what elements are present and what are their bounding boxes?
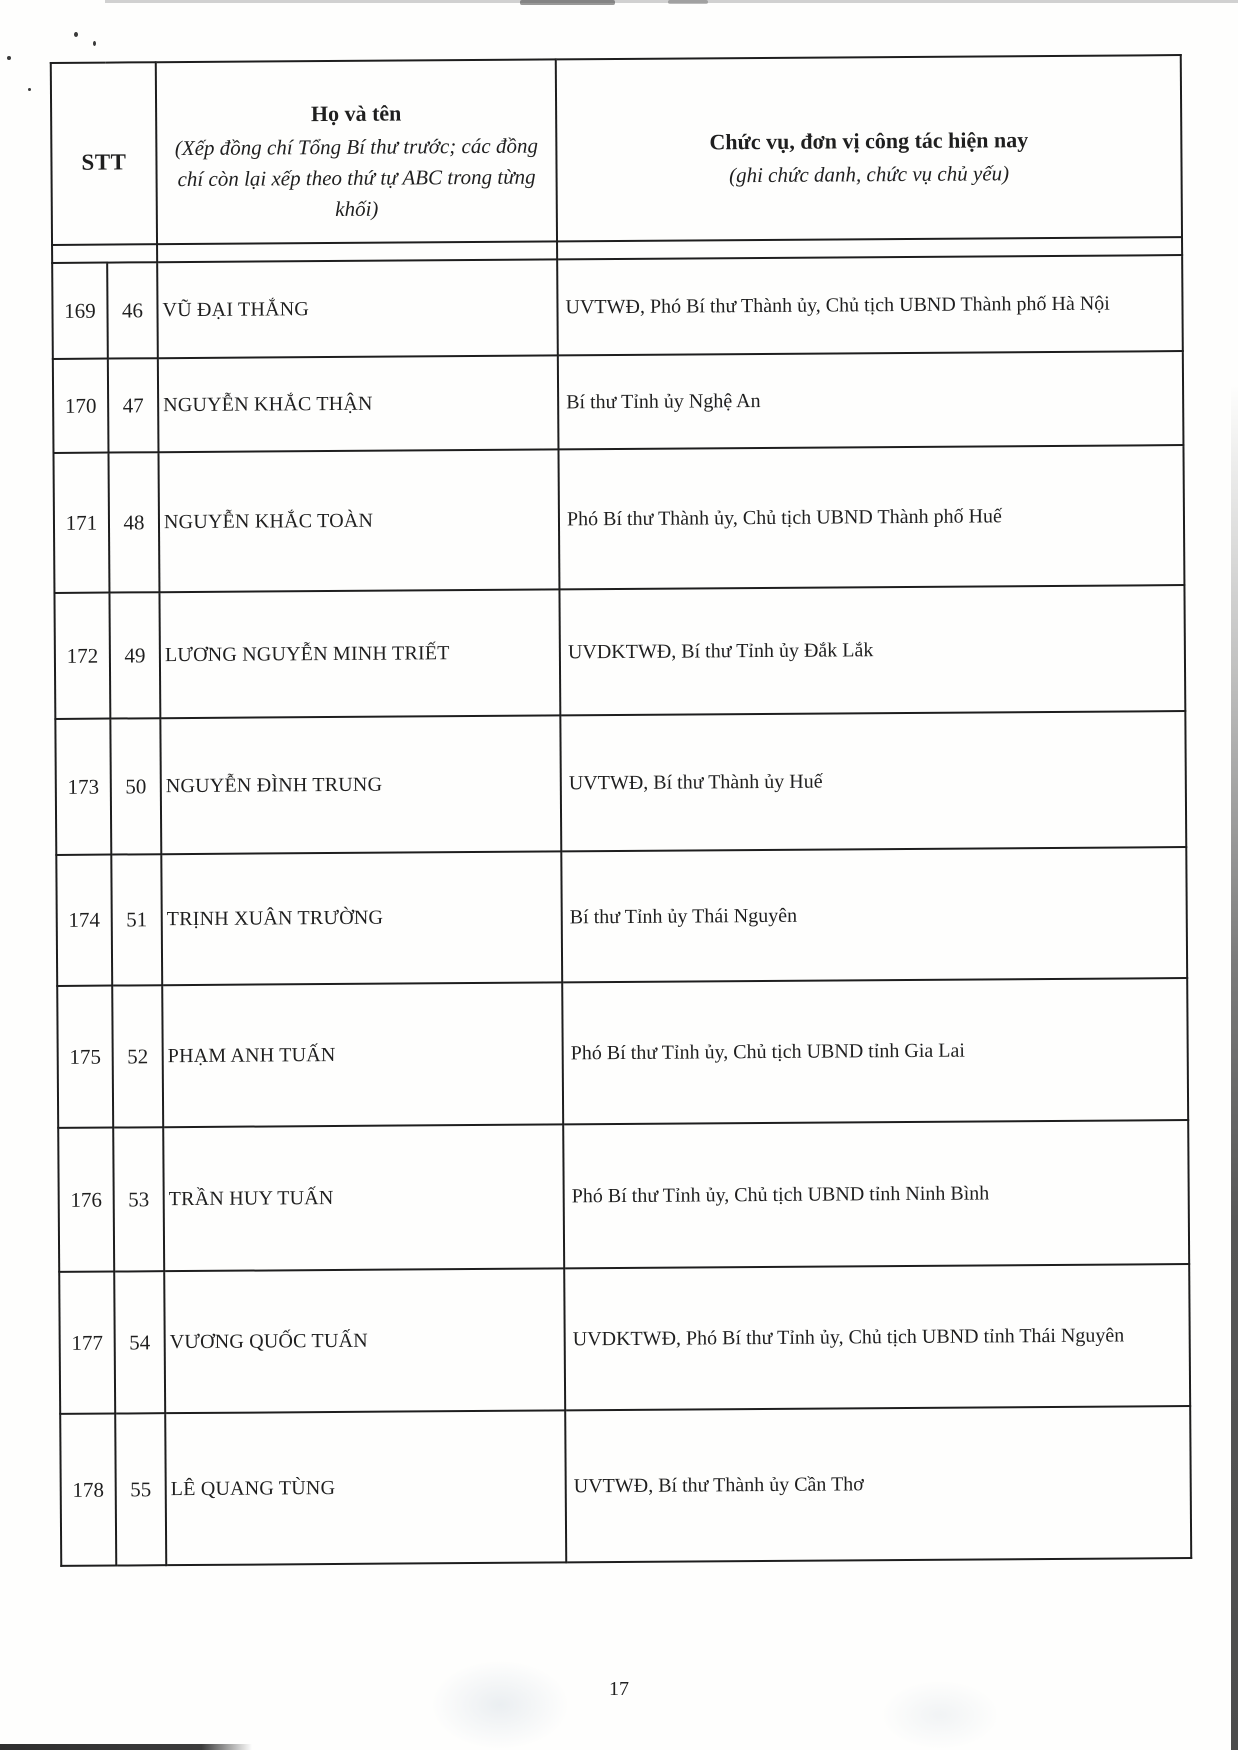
scan-edge-mark [520,0,615,5]
row-position: Bí thư Tỉnh ủy Thái Nguyên [561,847,1187,982]
table-row [53,351,1184,453]
table-row [52,255,1183,359]
row-block-number: 55 [115,1413,166,1565]
position-header-title: Chức vụ, đơn vị công tác hiện nay [709,126,1029,154]
row-block-number: 52 [112,985,163,1127]
row-full-name: PHẠM ANH TUẤN [162,982,563,1127]
row-position: Phó Bí thư Tỉnh ủy, Chủ tịch UBND tỉnh Gia Lai [562,978,1188,1124]
row-stt-number: 172 [54,593,110,719]
row-stt-number: 170 [53,359,109,453]
row-position: UVDKTWĐ, Phó Bí thư Tỉnh ủy, Chủ tịch UBND tỉnh Thái Nguyên [564,1264,1190,1410]
row-stt-number: 177 [59,1272,115,1414]
row-block-number: 54 [114,1271,165,1413]
row-position: UVTWĐ, Phó Bí thư Thành ủy, Chủ tịch UBND Thành phố Hà Nội [557,255,1183,355]
scan-smudge [430,1660,570,1750]
row-position: Phó Bí thư Thành ủy, Chủ tịch UBND Thành phố Huế [558,445,1184,589]
page-number: 17 [609,1678,629,1700]
row-full-name: TRỊNH XUÂN TRƯỜNG [161,851,562,985]
row-stt-number: 171 [53,453,109,593]
row-block-number: 53 [113,1127,164,1271]
scan-speck [7,56,11,60]
scan-edge-mark [668,0,708,4]
row-block-number: 51 [111,854,162,985]
row-position: Phó Bí thư Tỉnh ủy, Chủ tịch UBND tỉnh Ninh Bình [563,1120,1189,1268]
row-position: UVDKTWĐ, Bí thư Tỉnh ủy Đắk Lắk [559,585,1185,715]
row-stt-number: 173 [55,719,111,855]
row-full-name: NGUYỄN KHẮC TOÀN [159,449,560,592]
col-header-stt: STT [51,62,157,263]
col-header-position [556,55,1182,259]
row-full-name: TRẦN HUY TUẤN [163,1124,564,1271]
row-full-name: LƯƠNG NGUYỄN MINH TRIẾT [159,589,560,718]
row-position: UVTWĐ, Bí thư Thành ủy Cần Thơ [565,1406,1191,1562]
table-row [59,1264,1190,1414]
row-stt-number: 175 [57,986,113,1128]
row-stt-number: 174 [56,855,112,986]
row-full-name: LÊ QUANG TÙNG [165,1410,566,1565]
col-header-name [156,59,557,262]
row-block-number: 46 [107,262,158,358]
name-header-title: Họ và tên [310,100,402,126]
table-row [58,1120,1189,1272]
table-row [55,711,1186,855]
officials-table [50,54,1190,1567]
row-full-name: NGUYỄN ĐÌNH TRUNG [160,715,561,854]
table-header-row [51,55,1182,263]
row-position: Bí thư Tỉnh ủy Nghệ An [558,351,1184,449]
position-header-subtitle: (ghi chức danh, chức vụ chủ yếu) [728,160,1010,187]
table-row [53,445,1184,593]
row-block-number: 48 [108,452,159,592]
row-block-number: 47 [108,358,159,452]
scan-edge-shadow [1231,0,1238,1750]
row-full-name: VƯƠNG QUỐC TUẤN [164,1268,565,1413]
row-block-number: 50 [110,718,161,854]
row-stt-number: 178 [60,1414,116,1566]
table-row [57,978,1188,1128]
row-position: UVTWĐ, Bí thư Thành ủy Huế [560,711,1186,851]
name-header-subtitle: (Xếp đồng chí Tổng Bí thư trước; các đồng chí còn lại xếp theo thứ tự ABC trong từng khối) [174,133,538,221]
row-block-number: 49 [109,592,160,718]
table-row [60,1406,1191,1566]
row-stt-number: 176 [58,1128,114,1272]
table-row [54,585,1185,719]
row-stt-number: 169 [52,263,108,359]
scan-speck [28,88,31,91]
table-row [56,847,1187,986]
row-full-name: NGUYỄN KHẮC THẬN [158,355,559,452]
scan-edge-band [0,1744,252,1750]
scan-speck [93,41,96,46]
row-full-name: VŨ ĐẠI THẮNG [157,259,558,358]
scan-speck [74,32,78,37]
